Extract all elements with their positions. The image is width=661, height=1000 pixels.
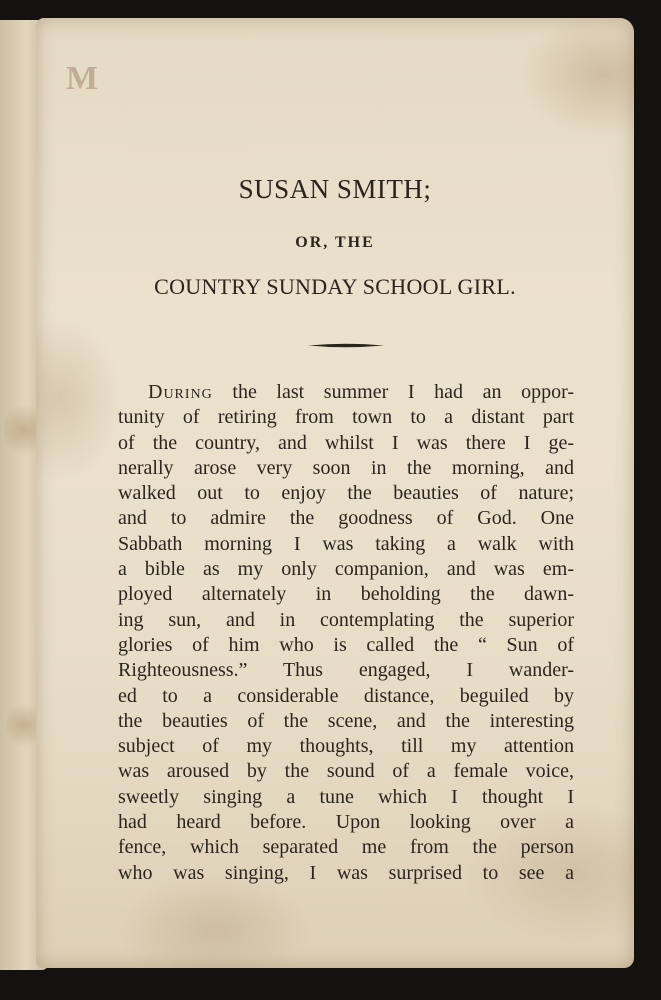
text-line-content: Righteousness.” Thus engaged, I wander- <box>118 659 574 682</box>
text-line-content: glories of him who is called the “ Sun of <box>118 633 574 656</box>
book-page <box>36 18 634 968</box>
text-line-content: sweetly singing a tune which I thought I <box>118 785 574 808</box>
text-line-content: ployed alternately in beholding the dawn- <box>118 583 574 606</box>
text-line-content: ing sun, and in contemplating the superior <box>118 608 574 631</box>
text-line <box>118 759 574 784</box>
page-title: SUSAN SMITH; <box>238 174 432 204</box>
text-line <box>118 709 574 734</box>
rule-ornament <box>308 343 384 348</box>
text-line-content: nerally arose very soon in the morning, and <box>118 456 574 479</box>
text-line-content: fence, which separated me from the person <box>118 836 574 859</box>
text-line-content: the beauties of the scene, and the interesting <box>118 709 574 732</box>
text-line <box>118 506 574 531</box>
text-line <box>118 608 574 633</box>
text-line-content: had heard before. Upon looking over a <box>118 811 574 834</box>
text-line-content: walked out to enjoy the beauties of nature; <box>118 482 574 505</box>
text-line <box>118 785 574 810</box>
text-line-content: who was singing, I was surprised to see a <box>118 861 574 884</box>
subtitle-main: COUNTRY SUNDAY SCHOOL GIRL. <box>154 274 516 299</box>
text-line-content: was aroused by the sound of a female voice, <box>118 760 574 783</box>
text-line <box>118 582 574 607</box>
text-line-content: subject of my thoughts, till my attention <box>118 735 574 758</box>
text-line <box>118 734 574 759</box>
text-line-content: tunity of retiring from town to a distant part <box>118 406 574 429</box>
text-line <box>118 481 574 506</box>
first-word: During <box>148 381 213 403</box>
text-line <box>118 684 574 709</box>
text-line <box>118 557 574 582</box>
body-paragraph <box>118 380 574 886</box>
text-line <box>118 405 574 430</box>
text-line <box>118 380 574 405</box>
text-line-content: of the country, and whilst I was there I ge- <box>118 431 574 454</box>
text-line <box>118 658 574 683</box>
text-line-content: and to admire the goodness of God. One <box>118 507 574 530</box>
text-line-content: ed to a considerable distance, beguiled by <box>118 684 574 707</box>
text-line <box>118 835 574 860</box>
text-line <box>118 532 574 557</box>
text-line <box>118 861 574 886</box>
subtitle-or: OR, THE <box>295 234 375 251</box>
text-line <box>118 456 574 481</box>
text-line-content: Sabbath morning I was taking a walk with <box>118 532 574 555</box>
page-mark: M <box>66 60 99 97</box>
text-line-content: a bible as my only companion, and was em- <box>118 558 574 581</box>
text-line-content: the last summer I had an oppor- <box>212 381 574 403</box>
text-line <box>118 810 574 835</box>
text-line <box>118 633 574 658</box>
text-line <box>118 431 574 456</box>
